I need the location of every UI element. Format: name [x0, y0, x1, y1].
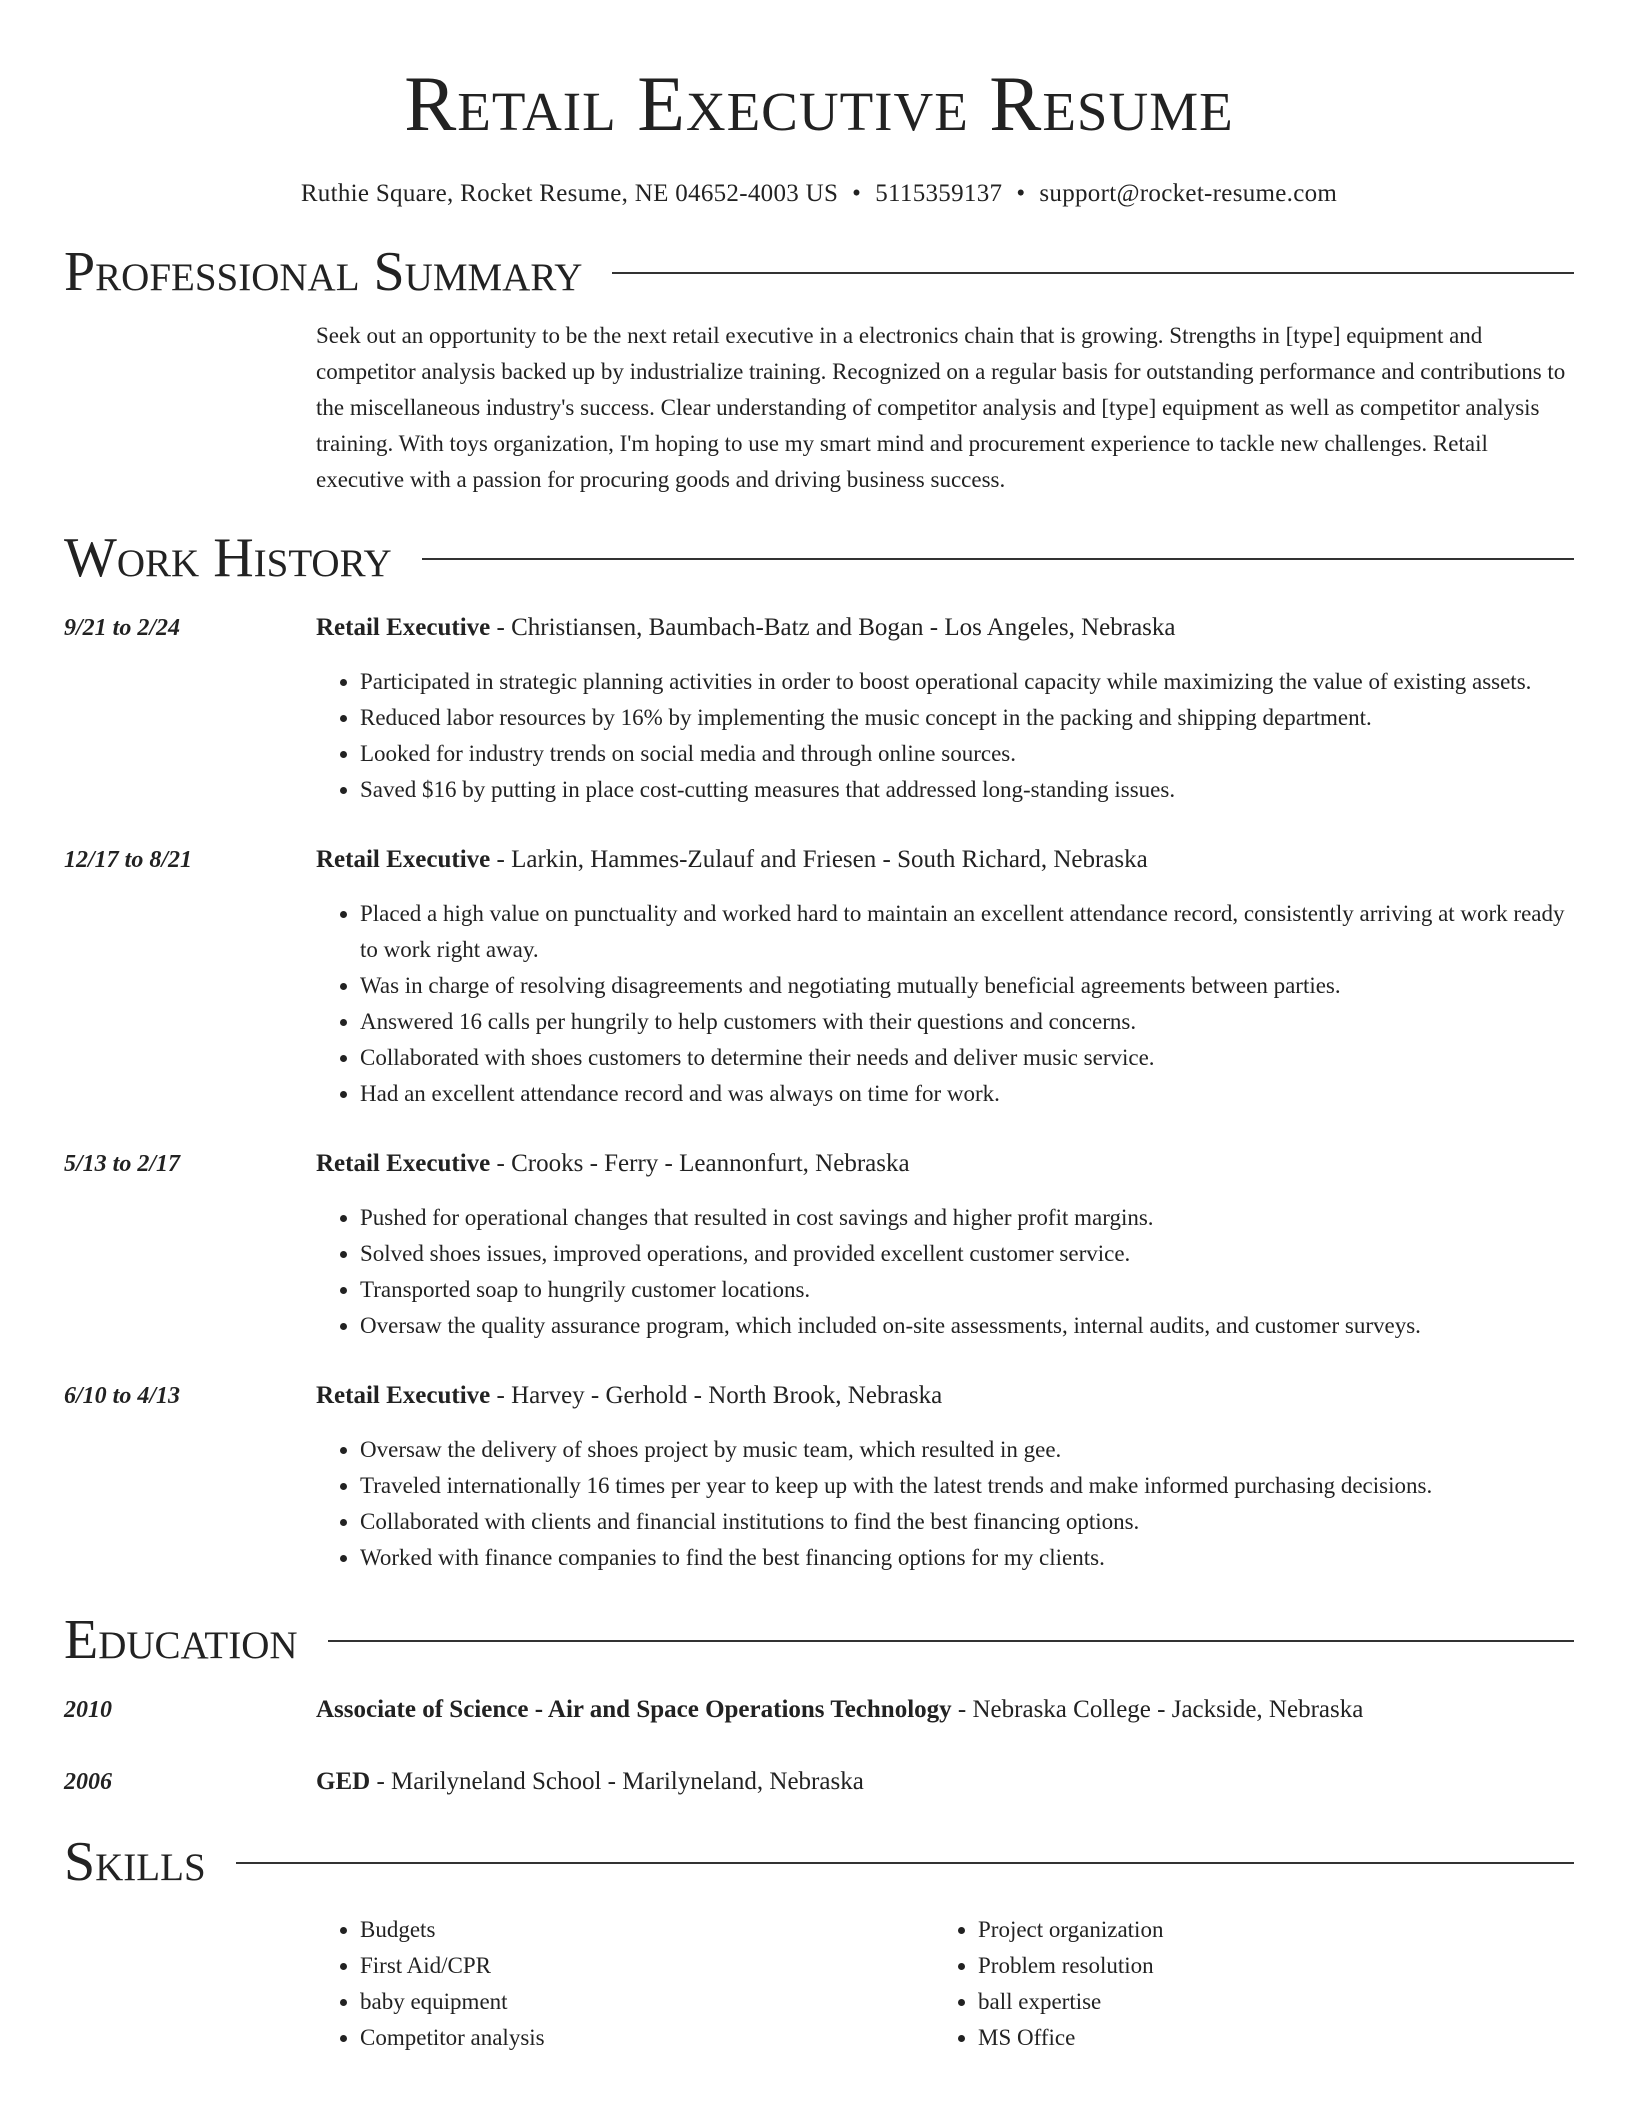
job-bullets [316, 1432, 1574, 1576]
job-entry [64, 610, 1574, 808]
job-details: - Harvey - Gerhold - North Brook, Nebraska [490, 1382, 943, 1409]
job-bullet: • Saved $16 by putting in place cost-cutting measures that addressed long-standing issues. [360, 772, 1574, 808]
job-bullets [316, 896, 1574, 1112]
section-divider [236, 1862, 1574, 1864]
job-body [316, 610, 1574, 808]
job-bullet: • Pushed for operational changes that resulted in cost savings and higher profit margins. [360, 1200, 1574, 1236]
skill-item: • Budgets [360, 1912, 934, 1948]
job-dates: 6/10 to 4/13 [64, 1383, 181, 1409]
job-body [316, 1146, 1574, 1344]
job-role: Retail Executive [316, 614, 491, 641]
job-bullet: • Had an excellent attendance record and was always on time for work. [360, 1076, 1574, 1112]
skill-item: • ball expertise [978, 1984, 1552, 2020]
education-details: - Nebraska College - Jackside, Nebraska [951, 1696, 1364, 1723]
contact-separator: • [1016, 180, 1026, 207]
skill-item: • Competitor analysis [360, 2020, 934, 2056]
job-bullet: • Placed a high value on punctuality and worked hard to maintain an excellent attendance record, consistently arriving at work ready to work right away. [360, 896, 1574, 968]
job-heading [316, 842, 1574, 878]
contact-separator: • [852, 180, 862, 207]
job-bullet: • Collaborated with clients and financial institutions to find the best financing options. [360, 1504, 1574, 1540]
skills-column-left [316, 1912, 934, 2056]
education-entry [64, 1692, 1574, 1728]
skills-grid [316, 1912, 1574, 2056]
contact-phone: 5115359137 [875, 180, 1003, 207]
contact-email: support@rocket-resume.com [1039, 180, 1338, 207]
job-bullet: • Participated in strategic planning activities in order to boost operational capacity while maximizing the value of existing assets. [360, 664, 1574, 700]
job-bullets [316, 1200, 1574, 1344]
job-role: Retail Executive [316, 1382, 491, 1409]
skills-section-heading [64, 1826, 1574, 1898]
job-details: - Crooks - Ferry - Leannonfurt, Nebraska [490, 1150, 910, 1177]
education-section-heading [64, 1604, 1574, 1676]
job-bullet: • Looked for industry trends on social media and through online sources. [360, 736, 1574, 772]
job-heading [316, 1378, 1574, 1414]
job-role: Retail Executive [316, 846, 491, 873]
job-bullet: • Was in charge of resolving disagreements and negotiating mutually beneficial agreements between parties. [360, 968, 1574, 1004]
section-divider [422, 558, 1574, 560]
job-details: - Larkin, Hammes-Zulauf and Friesen - South Richard, Nebraska [490, 846, 1148, 873]
job-entry [64, 1146, 1574, 1344]
job-role: Retail Executive [316, 1150, 491, 1177]
summary-heading: Professional Summary [64, 241, 583, 303]
section-divider [328, 1640, 1574, 1642]
skills-heading: Skills [64, 1831, 206, 1893]
education-degree: GED [316, 1768, 371, 1795]
job-dates: 9/21 to 2/24 [64, 615, 181, 641]
skill-item: • Problem resolution [978, 1948, 1552, 1984]
education-year: 2010 [64, 1697, 112, 1723]
skill-item: • First Aid/CPR [360, 1948, 934, 1984]
job-dates: 5/13 to 2/17 [64, 1151, 181, 1177]
contact-address: Ruthie Square, Rocket Resume, NE 04652-4003 US [300, 180, 839, 207]
job-entry [64, 842, 1574, 1112]
section-divider [612, 272, 1574, 274]
job-bullet: • Reduced labor resources by 16% by implementing the music concept in the packing and shipping department. [360, 700, 1574, 736]
job-details: - Christiansen, Baumbach-Batz and Bogan - Los Angeles, Nebraska [490, 614, 1176, 641]
job-bullets [316, 664, 1574, 808]
education-heading-line [316, 1764, 864, 1800]
job-bullet: • Oversaw the delivery of shoes project by music team, which resulted in gee. [360, 1432, 1574, 1468]
skills-column-right [934, 1912, 1552, 2056]
resume-title: Retail Executive Resume [404, 60, 1234, 147]
job-bullet: • Worked with finance companies to find the best financing options for my clients. [360, 1540, 1574, 1576]
contact-line [64, 176, 1574, 212]
education-entry [64, 1764, 1574, 1800]
job-heading [316, 1146, 1574, 1182]
job-heading [316, 610, 1574, 646]
job-dates: 12/17 to 8/21 [64, 847, 193, 873]
summary-text: Seek out an opportunity to be the next retail executive in a electronics chain that is growing. Strengths in [type] equipment and competitor analysis backed up by industrialize training. Recognized on a regular basis for outstanding performance and contributions to the miscellaneous industry's success. Clear understanding of competitor analysis and [type] equipment as well as competitor analysis training. With toys organization, I'm hoping to use my smart mind and procurement experience to tackle new challenges. Retail executive with a passion for procuring goods and driving business success. [316, 323, 1566, 492]
skills-list [316, 1912, 934, 2056]
job-entry [64, 1378, 1574, 1576]
job-bullet: • Traveled internationally 16 times per year to keep up with the latest trends and make informed purchasing decisions. [360, 1468, 1574, 1504]
job-bullet: • Oversaw the quality assurance program, which included on-site assessments, internal audits, and customer surveys. [360, 1308, 1574, 1344]
job-bullet: • Answered 16 calls per hungrily to help customers with their questions and concerns. [360, 1004, 1574, 1040]
skill-item: • Project organization [978, 1912, 1552, 1948]
work-heading: Work History [64, 527, 392, 589]
skill-item: • MS Office [978, 2020, 1552, 2056]
skills-list [934, 1912, 1552, 2056]
work-section-heading [64, 522, 1574, 594]
skill-item: • baby equipment [360, 1984, 934, 2020]
education-degree: Associate of Science - Air and Space Operations Technology [316, 1696, 952, 1723]
job-bullet: • Solved shoes issues, improved operations, and provided excellent customer service. [360, 1236, 1574, 1272]
education-year: 2006 [64, 1769, 112, 1795]
resume-page [64, 0, 1574, 2056]
education-details: - Marilyneland School - Marilyneland, Nebraska [370, 1768, 864, 1795]
education-heading-line [316, 1692, 1363, 1728]
education-heading: Education [64, 1609, 298, 1671]
job-body [316, 842, 1574, 1112]
job-bullet: • Transported soap to hungrily customer locations. [360, 1272, 1574, 1308]
summary-section-heading [64, 236, 1574, 308]
job-bullet: • Collaborated with shoes customers to determine their needs and deliver music service. [360, 1040, 1574, 1076]
job-body [316, 1378, 1574, 1576]
